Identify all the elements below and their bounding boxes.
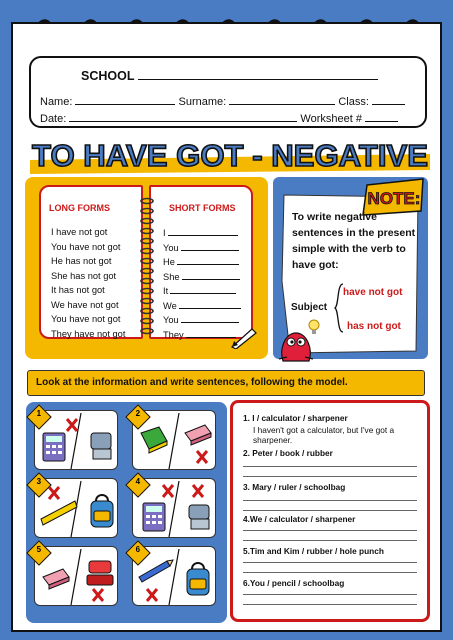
answer-line[interactable] [243,594,417,595]
note-text: To write negative sentences in the present simple with the verb to have got: [292,211,416,271]
long-form-item: I have not got [51,227,108,237]
answer-line[interactable] [243,540,417,541]
short-form-subject: We [163,300,177,311]
short-form-subject: He [163,257,175,267]
short-form-subject: They [163,329,184,340]
grammar-book-panel [25,177,268,359]
exercise-prompt: 3. Mary / ruler / schoolbag [243,482,346,492]
short-form-blank[interactable] [168,227,238,236]
short-forms-page [149,185,253,339]
answer-line[interactable] [243,530,417,531]
picture-grid [26,402,227,623]
rubber-icon [43,569,69,589]
calculator-icon [143,503,165,531]
cross-icon [147,589,157,601]
short-form-blank[interactable] [181,314,239,323]
date-field[interactable] [69,111,297,122]
exercise-prompt: 6.You / pencil / schoolbag [243,578,345,588]
note-panel [273,177,428,359]
sharpener-icon [91,433,111,459]
picture-number-badge: 3 [26,472,51,497]
answer-line[interactable] [243,562,417,563]
short-form-blank[interactable] [179,300,241,309]
answer-line[interactable] [243,604,417,605]
note-label: NOTE: [367,189,421,208]
note-subject: Subject [291,302,328,313]
worksheet-label: Worksheet # [300,113,362,125]
mascot-icon [275,329,317,363]
picture-number-badge: 2 [125,404,150,429]
cross-icon [163,485,173,497]
surname-field[interactable] [229,94,335,105]
surname-label: Surname: [178,96,227,108]
long-form-item: We have not got [51,299,119,310]
long-forms-title: LONG FORMS [49,203,110,213]
cross-icon [67,419,77,431]
name-field[interactable] [75,94,175,105]
short-form-subject: I [163,228,166,238]
exercise-prompt: 4.We / calculator / sharpener [243,514,356,524]
short-form-blank[interactable] [186,329,236,338]
short-form-subject: You [163,315,179,325]
worksheet-title [30,136,430,176]
class-label: Class: [338,96,369,108]
cross-icon [49,487,59,499]
rubber-icon [185,425,211,445]
exercise-prompt: 5.Tim and Kim / rubber / hole punch [243,546,384,556]
answer-line[interactable] [243,476,417,477]
answer-line[interactable] [243,572,417,573]
long-form-item: She has not got [51,270,117,281]
school-field[interactable] [138,69,378,80]
short-form-blank[interactable] [177,256,239,265]
answer-line[interactable] [243,500,417,501]
answer-line[interactable] [243,510,417,511]
answer-line[interactable] [243,466,417,467]
class-field[interactable] [372,94,405,105]
long-form-item: He has not got [51,256,112,266]
picture-number-badge: 1 [26,404,51,429]
long-form-item: You have not got [51,314,121,324]
name-label: Name: [40,96,73,108]
long-form-item: You have not got [51,241,121,252]
exercise-prompt: 1. I / calculator / sharpener [243,413,348,423]
short-form-subject: It [163,286,169,296]
calculator-icon [43,433,65,461]
short-form-subject: She [163,271,180,282]
long-form-item: They have not got [51,328,126,339]
cross-icon [93,589,103,601]
exercise-model-answer: I haven't got a calculator, but I've got a sharpener. [253,425,395,445]
cross-icon [193,485,203,497]
short-form-subject: You [163,242,179,253]
note-option-has: has not got [347,321,401,332]
ruler-icon [41,501,77,525]
short-forms-title: SHORT FORMS [169,203,236,213]
schoolbag-icon [187,563,209,595]
short-form-blank[interactable] [181,242,239,251]
pencil-icon [139,560,173,582]
pencil-icon [230,327,258,349]
note-option-have: have not got [343,287,403,298]
title-text: TO HAVE GOT - NEGATIVE [32,138,428,173]
picture-number-badge: 4 [125,472,150,497]
sharpener-icon [189,505,209,529]
short-form-blank[interactable] [170,285,236,294]
picture-number-badge: 5 [26,540,51,565]
student-info-box [29,56,427,128]
long-forms-page [39,185,143,339]
picture-number-badge: 6 [125,540,150,565]
short-form-blank[interactable] [182,271,240,280]
book-icon [141,427,167,453]
instruction-bar: Look at the information and write sentences, following the model. [27,370,425,396]
exercise-panel [230,400,430,622]
cross-icon [197,451,207,463]
book-spiral-icon [139,195,155,335]
hole-punch-icon [87,561,113,585]
long-form-item: It has not got [51,285,105,295]
date-label: Date: [40,113,67,125]
school-label: SCHOOL [81,69,135,83]
worksheet-number-field[interactable] [365,111,398,122]
exercise-prompt: 2. Peter / book / rubber [243,448,333,458]
schoolbag-icon [91,495,113,527]
